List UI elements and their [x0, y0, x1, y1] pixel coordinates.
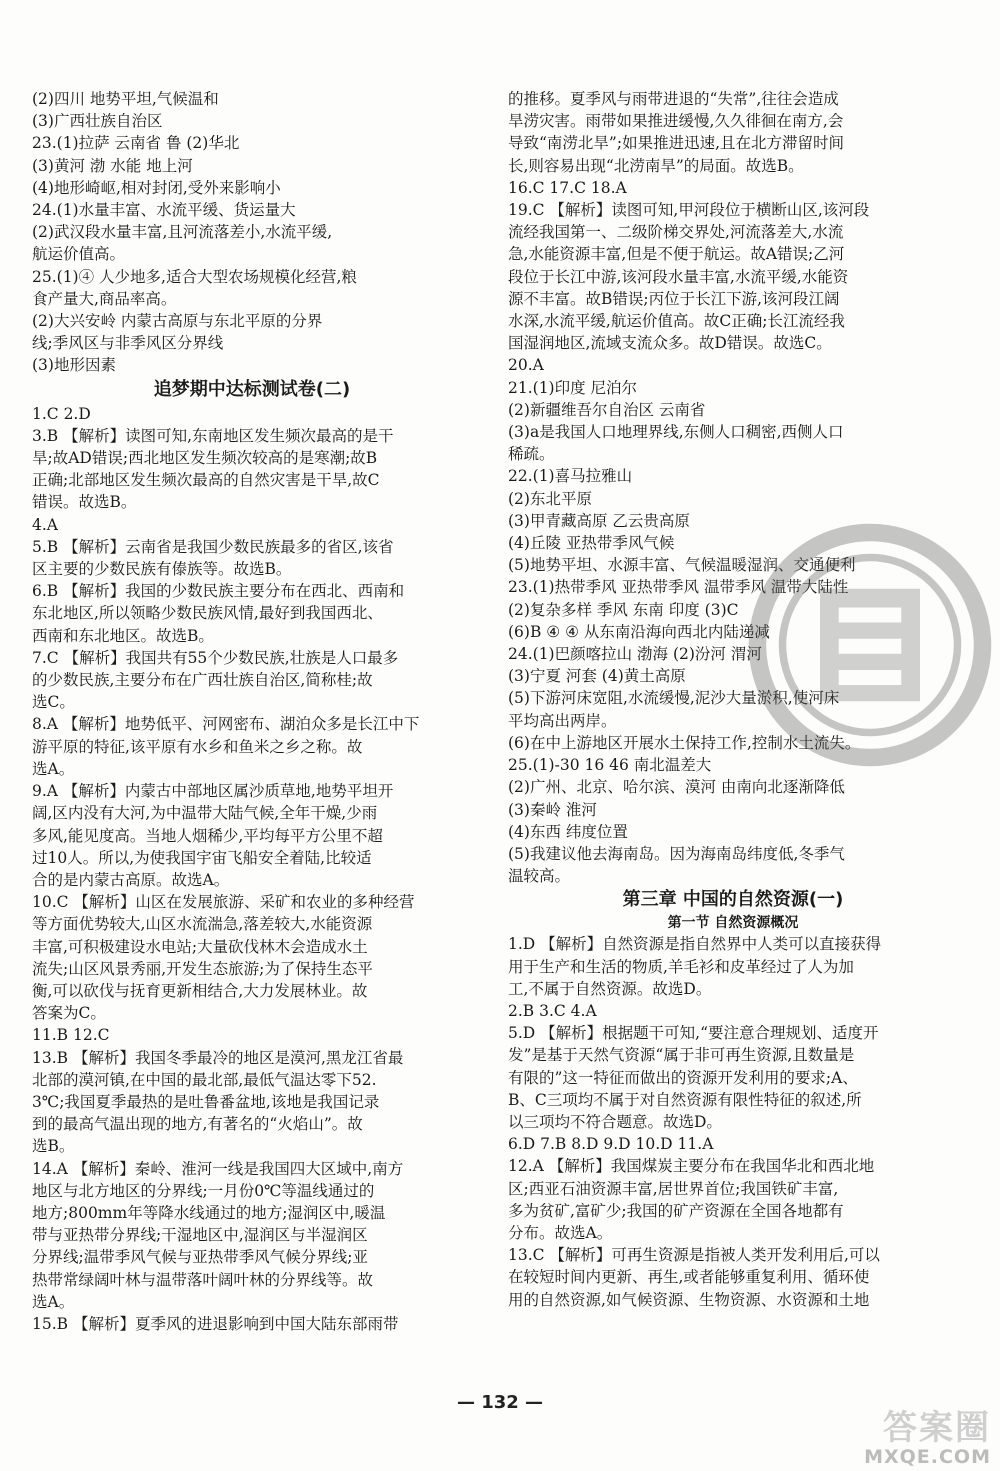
answer-line: 丰富,可积极建设水电站;大量砍伐林木会造成水土 — [32, 937, 368, 956]
answer-line: 2.B 3.C 4.A — [508, 1001, 597, 1020]
answer-line: (2)新疆维吾尔自治区 云南省 — [508, 400, 706, 419]
answer-line: (3)地形因素 — [32, 356, 116, 375]
answer-line: (6)在中上游地区开展水土保持工作,控制水土流失。 — [508, 733, 861, 752]
answer-line: 旱涝灾害。雨带如果推进缓慢,久久徘徊在南方,会 — [508, 112, 844, 131]
answer-line: 温较高。 — [508, 867, 571, 886]
answer-line: 1.C 2.D — [32, 404, 91, 423]
answer-line: 导致“南涝北旱”;如果推进迅速,且在北方滞留时间 — [508, 134, 844, 153]
answer-line: 选A。 — [32, 1292, 75, 1311]
answer-line: 水深,水流平缓,航运价值高。故C正确;长江流经我 — [508, 312, 845, 331]
answer-line: (2)东北平原 — [508, 489, 592, 508]
answer-line: 25.(1)-30 16 46 南北温差大 — [508, 756, 712, 775]
answer-line: 源不丰富。故B错误;丙位于长江下游,该河段江阔 — [508, 289, 840, 308]
answer-line: 15.B 【解析】夏季风的进退影响到中国大陆东部雨带 — [32, 1314, 399, 1333]
answer-line: 分界线;温带季风气候与亚热带季风气候分界线;亚 — [32, 1248, 368, 1267]
answer-line: 21.(1)印度 尼泊尔 — [508, 378, 638, 397]
answer-line: (5)下游河床宽阻,水流缓慢,泥沙大量淤积,使河床 — [508, 689, 840, 708]
answer-line: 区;西亚石油资源丰富,居世界首位;我国铁矿丰富, — [508, 1179, 839, 1198]
answer-line: 流失;山区风景秀丽,开发生态旅游;为了保持生态平 — [32, 959, 373, 978]
answer-line: 10.C 【解析】山区在发展旅游、采矿和农业的多种经营 — [32, 893, 415, 912]
answer-line: 地区与北方地区的分界线;一月份0℃等温线通过的 — [32, 1181, 375, 1200]
answer-line: 11.B 12.C — [32, 1026, 110, 1045]
answer-line: (2)大兴安岭 内蒙古高原与东北平原的分界 — [32, 312, 323, 331]
answer-line: 的推移。夏季风与雨带进退的“失常”,往往会造成 — [508, 90, 839, 108]
answer-line: 4.A — [32, 515, 58, 534]
answer-line: (3)宁夏 河套 (4)黄土高原 — [508, 667, 686, 686]
answer-line: 多风,能见度高。当地人烟稀少,平均每平方公里不超 — [32, 826, 383, 845]
answer-line: 14.A 【解析】秦岭、淮河一线是我国四大区域中,南方 — [32, 1159, 404, 1178]
answer-line: 旱;故AD错误;西北地区发生频次较高的是寒潮;故B — [32, 449, 378, 468]
answer-line: 25.(1)④ 人少地多,适合大型农场规模化经营,粮 — [32, 267, 357, 286]
answer-line: (3)秦岭 淮河 — [508, 800, 597, 819]
answer-line: 以三项均不符合题意。故选D。 — [508, 1112, 722, 1131]
answer-line: 13.B 【解析】我国冬季最冷的地区是漠河,黑龙江省最 — [32, 1048, 404, 1067]
answer-line: 急,水能资源丰富,但是不便于航运。故A错误;乙河 — [508, 245, 845, 264]
answer-line: 游平原的特征,该平原有水乡和鱼米之乡之称。故 — [32, 737, 363, 756]
answer-line: (5)我建议他去海南岛。因为海南岛纬度低,冬季气 — [508, 844, 845, 863]
answer-line: 6.D 7.B 8.D 9.D 10.D 11.A — [508, 1135, 714, 1154]
answer-line: 稀疏。 — [508, 445, 555, 464]
answer-line: 8.A 【解析】地势低平、河网密布、湖泊众多是长江中下 — [32, 715, 420, 734]
answer-line: 20.A — [508, 356, 544, 375]
answer-line: 24.(1)巴颜喀拉山 渤海 (2)汾河 渭河 — [508, 645, 762, 664]
page-number: — 132 — — [456, 1392, 544, 1413]
answer-line: 国湿润地区,流域支流众多。故D错误。故选C。 — [508, 334, 832, 353]
answer-line: (5)地势平坦、水源丰富、气候温暖湿润、交通便利 — [508, 556, 856, 575]
answer-line: 正确;北部地区发生频次最高的自然灾害是干旱,故C — [32, 471, 380, 490]
answer-line: 发”是基于天然气资源“属于非可再生资源,且数量是 — [508, 1046, 855, 1065]
answer-line: 在较短时间内更新、再生,或者能够重复利用、循环使 — [508, 1268, 870, 1287]
answer-line: (3)广西壮族自治区 — [32, 112, 163, 131]
answer-line: 22.(1)喜马拉雅山 — [508, 467, 633, 486]
answer-line: 7.C 【解析】我国共有55个少数民族,壮族是人口最多 — [32, 648, 399, 667]
answer-line: (4)地形崎岖,相对封闭,受外来影响小 — [32, 178, 281, 197]
answer-line: 选C。 — [32, 693, 75, 712]
answer-line: (2)四川 地势平坦,气候温和 — [32, 90, 219, 108]
answer-line: 1.D 【解析】自然资源是指自然界中人类可以直接获得 — [508, 935, 882, 954]
answer-line: 区主要的少数民族有傣族等。故选B。 — [32, 560, 292, 579]
answer-line: 衡,可以砍伐与抚育更新相结合,大力发展林业。故 — [32, 981, 368, 1000]
answer-line: (2)广州、北京、哈尔滨、漠河 由南向北逐渐降低 — [508, 778, 845, 797]
answer-line: 段位于长江中游,该河段水量丰富,水流平缓,水能资 — [508, 267, 849, 286]
answer-line: 19.C 【解析】读图可知,甲河段位于横断山区,该河段 — [508, 201, 870, 220]
answer-line: 用于生产和生活的物质,羊毛衫和皮革经过了人为加 — [508, 957, 854, 976]
answer-line: 食产量大,商品率高。 — [32, 289, 177, 308]
answer-line: 3℃;我国夏季最热的是吐鲁番盆地,该地是我国记录 — [32, 1092, 380, 1111]
answer-line: 工,不属于自然资源。故选D。 — [508, 979, 712, 998]
answer-line: B、C三项均不属于对自然资源有限性特征的叙述,所 — [508, 1090, 862, 1109]
answer-line: 等方面优势较大,山区水流湍急,落差较大,水能资源 — [32, 915, 373, 934]
answer-line: 流经我国第一、二级阶梯交界处,河流落差大,水流 — [508, 223, 844, 242]
answer-line: 东北地区,所以领略少数民族风情,最好到我国西北、 — [32, 604, 383, 623]
answer-line: 选B。 — [32, 1137, 75, 1156]
section-subtitle: 第一节 自然资源概况 — [667, 915, 799, 932]
answer-line: 24.(1)水量丰富、水流平缓、货运量大 — [32, 201, 296, 220]
answer-line: 平均高出两岸。 — [508, 711, 617, 730]
left-column — [32, 88, 472, 1335]
seal-stamp-icon — [745, 520, 995, 770]
answer-line: 阔,区内没有大河,为中温带大陆气候,全年干燥,少雨 — [32, 804, 378, 823]
answer-line: (2)复杂多样 季风 东南 印度 (3)C — [508, 600, 739, 619]
answer-line: 分布。故选A。 — [508, 1223, 613, 1242]
answer-line: 23.(1)拉萨 云南省 鲁 (2)华北 — [32, 134, 240, 153]
answer-line: (2)武汉段水量丰富,且河流落差小,水流平缓, — [32, 223, 333, 242]
answer-line: 16.C 17.C 18.A — [508, 178, 627, 197]
answer-line: 12.A 【解析】我国煤炭主要分布在我国华北和西北地 — [508, 1157, 875, 1176]
watermark-title: 答案圈 — [883, 1408, 991, 1448]
answer-line: 多为贫矿,富矿少;我国的矿产资源在全国各地都有 — [508, 1201, 844, 1220]
answer-line: 5.B 【解析】云南省是我国少数民族最多的省区,该省 — [32, 537, 394, 556]
answer-line: (3)黄河 渤 水能 地上河 — [32, 156, 193, 175]
answer-line: 9.A 【解析】内蒙古中部地区属沙质草地,地势平坦开 — [32, 782, 394, 801]
answer-line: 到的最高气温出现的地方,有著名的“火焰山”。故 — [32, 1115, 363, 1134]
answer-line: 热带常绿阔叶林与温带落叶阔叶林的分界线等。故 — [32, 1270, 374, 1289]
answer-line: 的少数民族,主要分布在广西壮族自治区,简称桂;故 — [32, 671, 373, 690]
section-title: 追梦期中达标测试卷(二) — [153, 378, 351, 400]
answer-line: 航运价值高。 — [32, 245, 126, 264]
answer-line: 线;季风区与非季风区分界线 — [32, 334, 224, 353]
answer-line: 用的自然资源,如气候资源、生物资源、水资源和土地 — [508, 1290, 870, 1309]
watermark-logo — [800, 1392, 995, 1470]
answer-line: 6.B 【解析】我国的少数民族主要分布在西北、西南和 — [32, 582, 405, 601]
watermark-url: MXQE.COM — [864, 1446, 991, 1468]
answer-line: 5.D 【解析】根据题干可知,“要注意合理规划、适度开 — [508, 1024, 879, 1043]
answer-line: 有限的”这一特征而做出的资源开发利用的要求;A、 — [508, 1068, 858, 1087]
answer-line: (3)a是我国人口地理界线,东侧人口稠密,西侧人口 — [508, 423, 844, 442]
answer-line: 西南和东北地区。故选B。 — [32, 626, 214, 645]
answer-line: 带与亚热带分界线;干湿地区中,湿润区与半湿润区 — [32, 1226, 368, 1245]
answer-line: (6)B ④ ④ 从东南沿海向西北内陆递减 — [508, 622, 770, 641]
answer-line: 地方;800mm年等降水线通过的地方;湿润区中,暖温 — [32, 1203, 386, 1222]
answer-line: (4)丘陵 亚热带季风气候 — [508, 534, 675, 553]
answer-line: 过10人。所以,为使我国宇宙飞船安全着陆,比较适 — [32, 848, 372, 867]
answer-line: 北部的漠河镇,在中国的最北部,最低气温达零下52. — [32, 1070, 377, 1089]
answer-line: 13.C 【解析】可再生资源是指被人类开发利用后,可以 — [508, 1246, 880, 1265]
answer-line: 选A。 — [32, 759, 75, 778]
answer-line: 答案为C。 — [32, 1004, 106, 1023]
answer-line: 合的是内蒙古高原。故选A。 — [32, 870, 230, 889]
answer-line: (4)东西 纬度位置 — [508, 822, 628, 841]
section-title: 第三章 中国的自然资源(一) — [622, 889, 844, 911]
answer-line: (3)甲青藏高原 乙云贵高原 — [508, 511, 690, 530]
answer-line: 长,则容易出现“北涝南旱”的局面。故选B。 — [508, 156, 804, 175]
answer-line: 3.B 【解析】读图可知,东南地区发生频次最高的是干 — [32, 426, 394, 445]
answer-line: 错误。故选B。 — [32, 493, 137, 512]
answer-line: 23.(1)热带季风 亚热带季风 温带季风 温带大陆性 — [508, 578, 849, 597]
